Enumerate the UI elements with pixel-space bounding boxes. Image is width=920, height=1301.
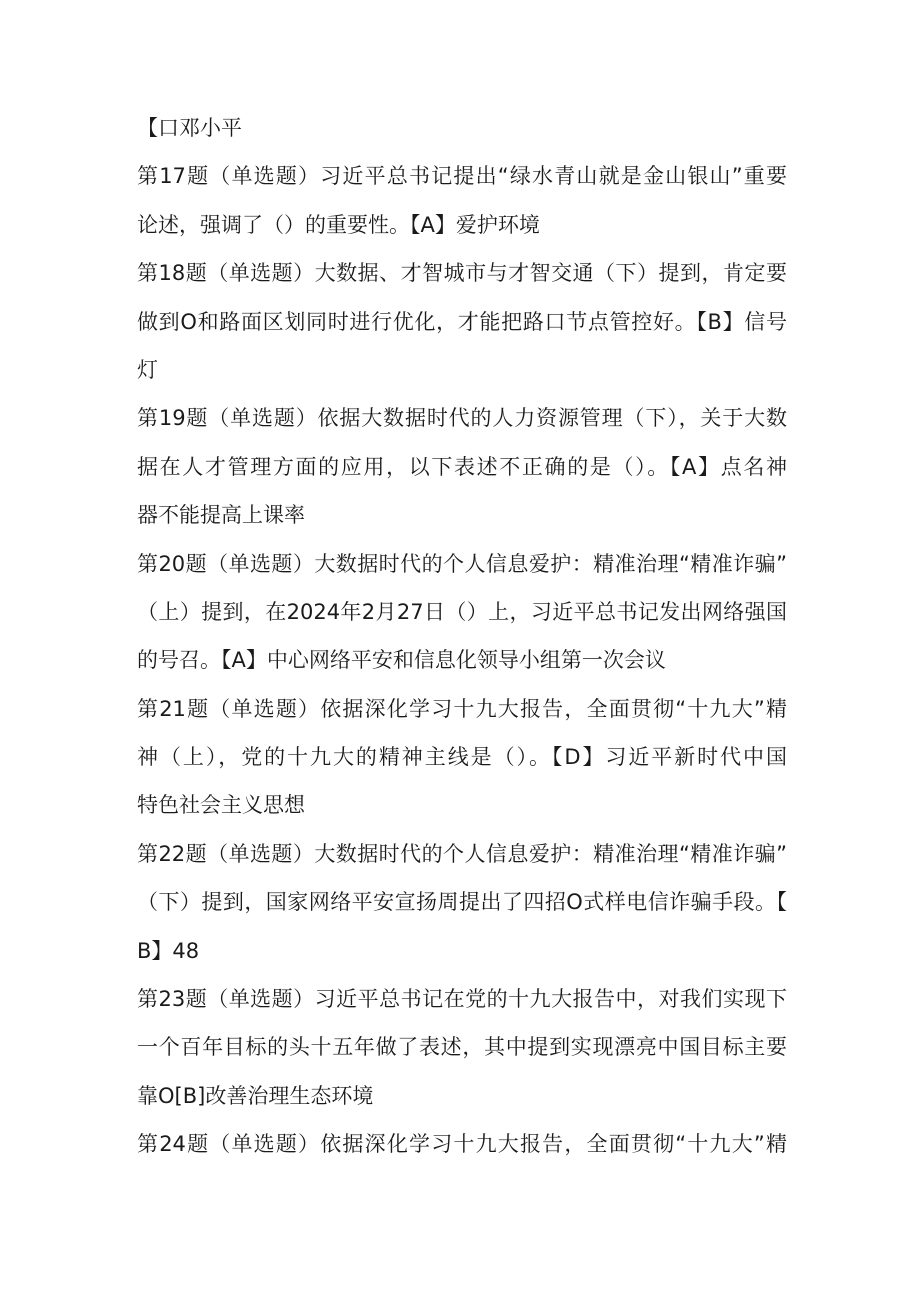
- text-line-9: 器不能提高上课率: [137, 503, 305, 528]
- text-line-21: 靠O[B]改善治理生态环境: [137, 1083, 374, 1108]
- text-line-1: 【口邓小平: [137, 116, 242, 140]
- text-line-14: 神（上），党的十九大的精神主线是（）。【D】习近平新时代中国: [137, 745, 787, 770]
- document-body: [137, 104, 787, 1169]
- text-line-10: 第20题（单选题）大数据时代的个人信息爱护：精准治理“精准诈骗”: [137, 551, 787, 576]
- text-line-6: 灯: [137, 357, 158, 382]
- text-line-18: B】48: [137, 938, 200, 963]
- text-line-4: 第18题（单选题）大数据、才智城市与才智交通（下）提到，肯定要: [137, 261, 787, 286]
- text-line-3: 论述，强调了（）的重要性。【A】爱护环境: [137, 212, 540, 237]
- text-line-17: （下）提到，国家网络平安宣扬周提出了四招O式样电信诈骗手段。【: [137, 890, 787, 915]
- text-line-13: 第21题（单选题）依据深化学习十九大报告，全面贯彻“十九大”精: [137, 696, 787, 721]
- text-line-8: 据在人才管理方面的应用，以下表述不正确的是（）。【A】点名神: [137, 454, 787, 479]
- text-line-15: 特色社会主义思想: [137, 793, 305, 818]
- text-line-22: 第24题（单选题）依据深化学习十九大报告，全面贯彻“十九大”精: [137, 1132, 787, 1157]
- text-line-16: 第22题（单选题）大数据时代的个人信息爱护：精准治理“精准诈骗”: [137, 841, 787, 866]
- text-line-12: 的号召。【A】中心网络平安和信息化领导小组第一次会议: [137, 648, 666, 673]
- text-line-19: 第23题（单选题）习近平总书记在党的十九大报告中，对我们实现下: [137, 987, 787, 1012]
- text-line-11: （上）提到，在2024年2月27日（）上，习近平总书记发出网络强国: [137, 599, 787, 624]
- text-line-7: 第19题（单选题）依据大数据时代的人力资源管理（下），关于大数: [137, 406, 787, 431]
- text-line-5: 做到O和路面区划同时进行优化，才能把路口节点管控好。【B】信号: [137, 309, 787, 334]
- text-line-2: 第17题（单选题）习近平总书记提出“绿水青山就是金山银山”重要: [137, 164, 787, 189]
- text-line-20: 一个百年目标的头十五年做了表述，其中提到实现漂亮中国目标主要: [137, 1035, 787, 1060]
